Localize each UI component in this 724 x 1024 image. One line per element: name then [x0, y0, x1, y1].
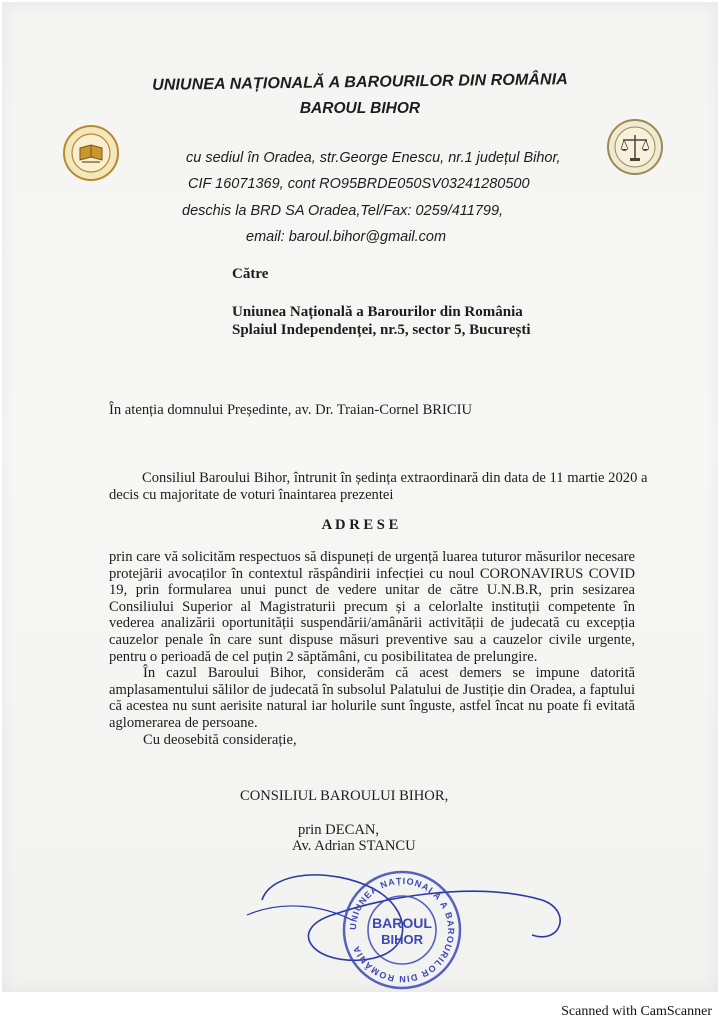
attention-line: În atenția domnului Președinte, av. Dr. Traian-Cornel BRICIU — [109, 402, 473, 418]
letter-page — [2, 2, 718, 992]
scales-of-justice-icon — [606, 118, 664, 176]
cif-line: CIF 16071369, cont RO95BRDE050SV03241280500 — [188, 176, 530, 192]
bar-stamp-icon — [344, 872, 460, 988]
bar-name-heading: BAROUL BIHOR — [299, 100, 421, 117]
bank-line: deschis la BRD SA Oradea,Tel/Fax: 0259/411799, — [182, 203, 504, 219]
scanner-watermark: Scanned with CamScanner — [561, 1004, 712, 1019]
to-label: Către — [232, 266, 269, 282]
intro-line-2: decis cu majoritate de voturi înaintarea prezentei — [109, 487, 394, 503]
stamp-center-line-1: BAROUL — [372, 915, 432, 931]
via-dean-line: prin DECAN, — [298, 822, 380, 838]
email-line: email: baroul.bihor@gmail.com — [246, 229, 447, 245]
intro-line-1: Consiliul Baroului Bihor, întrunit în ședința extraordinară din data de 11 martie 2020 a — [142, 470, 648, 486]
recipient-name: Uniunea Națională a Barourilor din România — [232, 304, 523, 320]
signature-and-stamp — [242, 860, 572, 992]
document-title: A D R E S E — [321, 517, 399, 533]
bar-emblem-book-icon — [62, 124, 120, 182]
org-name-heading: UNIUNEA NAȚIONALĂ A BAROURILOR DIN ROMÂNIA — [152, 71, 568, 94]
closing-formula: Cu deosebită considerație, — [143, 731, 297, 748]
address-line: cu sediul în Oradea, str.George Enescu, nr.1 județul Bihor, — [186, 150, 561, 166]
justification-paragraph: În cazul Baroului Bihor, considerăm că acest demers se impune datorită amplasamentului sălilor de judecată în subsolul Palatului de Justiție din Oradea, a faptului că acestea nu sunt aerisite natural iar holurile sunt înguste, astfel încat nu poate fi evitată aglomerarea de persoane. — [109, 665, 635, 731]
stamp-ring-text: UNIUNEA NAȚIONALĂ A BAROURILOR DIN ROMÂNIA — [347, 875, 457, 985]
council-signature-line: CONSILIUL BAROULUI BIHOR, — [240, 788, 449, 804]
recipient-address: Splaiul Independenței, nr.5, sector 5, București — [232, 322, 531, 338]
request-body — [109, 549, 635, 748]
request-paragraph: prin care vă solicităm respectuos să dispuneți de urgență luarea tuturor măsurilor necesare protejării avocaților în contextul răspândirii infecției cu noul CORONAVIRUS COVID 19, prin formularea unui punct de vedere unitar de către U.N.B.R, prin sesizarea Consiliului Superior al Magistraturii precum și a celorlalte instituții competente în vederea analizării oportunității suspendării/amânării activității de judecată cu excepția cauzelor penale în care sunt dispuse măsuri preventive sau a cauzelor civile urgente, pentru o perioadă de cel puțin 2 săptămâni, cu posibilitatea de prelungire. — [109, 549, 635, 665]
stamp-center-line-2: BIHOR — [381, 932, 423, 947]
signatory-name: Av. Adrian STANCU — [292, 838, 416, 854]
